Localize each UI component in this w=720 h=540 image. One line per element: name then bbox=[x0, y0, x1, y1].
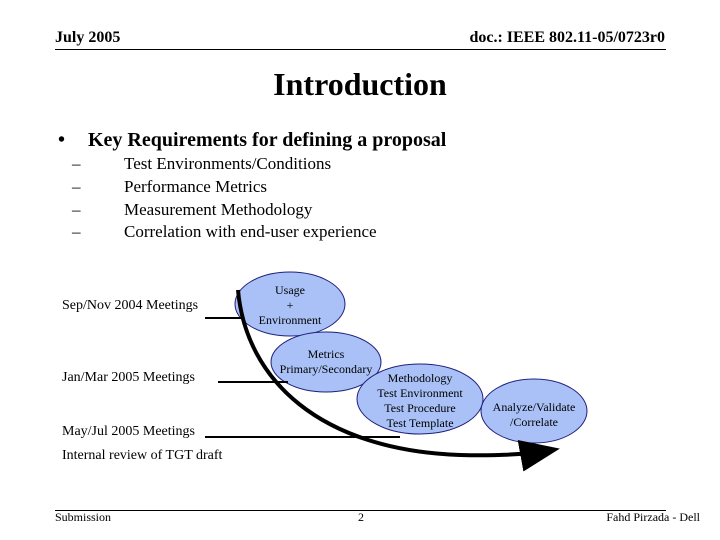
bubble-methodology-line: Test Template bbox=[386, 416, 454, 430]
bubble-methodology-line: Methodology bbox=[387, 371, 453, 385]
subitem-text: Performance Metrics bbox=[124, 177, 268, 196]
slide-title: Introduction bbox=[273, 66, 447, 102]
footer-submission: Submission bbox=[55, 510, 112, 524]
bubble-usage-line: + bbox=[286, 298, 294, 312]
footer-page-number: 2 bbox=[358, 510, 364, 524]
bubble-usage bbox=[240, 283, 340, 328]
subitem-dash: – bbox=[72, 222, 81, 241]
footer-author: Fahd Pirzada - Dell bbox=[606, 510, 700, 524]
bullet-marker: • bbox=[58, 129, 66, 151]
subitem-dash: – bbox=[72, 177, 81, 196]
bubble-methodology-line: Test Environment bbox=[377, 386, 463, 400]
bubble-usage-line: Environment bbox=[258, 313, 322, 327]
bubble-metrics-line: Primary/Secondary bbox=[279, 362, 373, 376]
subitem-text: Test Environments/Conditions bbox=[124, 154, 332, 173]
meeting-label-sep-nov: Sep/Nov 2004 Meetings bbox=[62, 298, 199, 313]
subitem-dash: – bbox=[72, 154, 81, 173]
bubble-analyze bbox=[484, 400, 584, 430]
bubble-analyze-line: Analyze/Validate bbox=[492, 400, 576, 414]
bubble-methodology bbox=[360, 371, 480, 431]
meeting-label-jan-mar: Jan/Mar 2005 Meetings bbox=[62, 370, 195, 385]
bubble-usage-line: Usage bbox=[275, 283, 305, 297]
meeting-label-may-jul: May/Jul 2005 Meetings bbox=[62, 424, 195, 439]
subitem-dash: – bbox=[72, 200, 81, 219]
bubble-methodology-line: Test Procedure bbox=[384, 401, 456, 415]
subitem-text: Measurement Methodology bbox=[124, 200, 313, 219]
subitem-text: Correlation with end-user experience bbox=[124, 222, 377, 241]
bubble-metrics-line: Metrics bbox=[307, 347, 345, 361]
header-doc-id: doc.: IEEE 802.11-05/0723r0 bbox=[469, 29, 665, 46]
bubble-analyze-line: /Correlate bbox=[510, 415, 558, 429]
bullet-key-requirements: Key Requirements for defining a proposal bbox=[88, 129, 447, 151]
header-date: July 2005 bbox=[55, 29, 121, 46]
meeting-label-internal-review: Internal review of TGT draft bbox=[62, 448, 223, 463]
